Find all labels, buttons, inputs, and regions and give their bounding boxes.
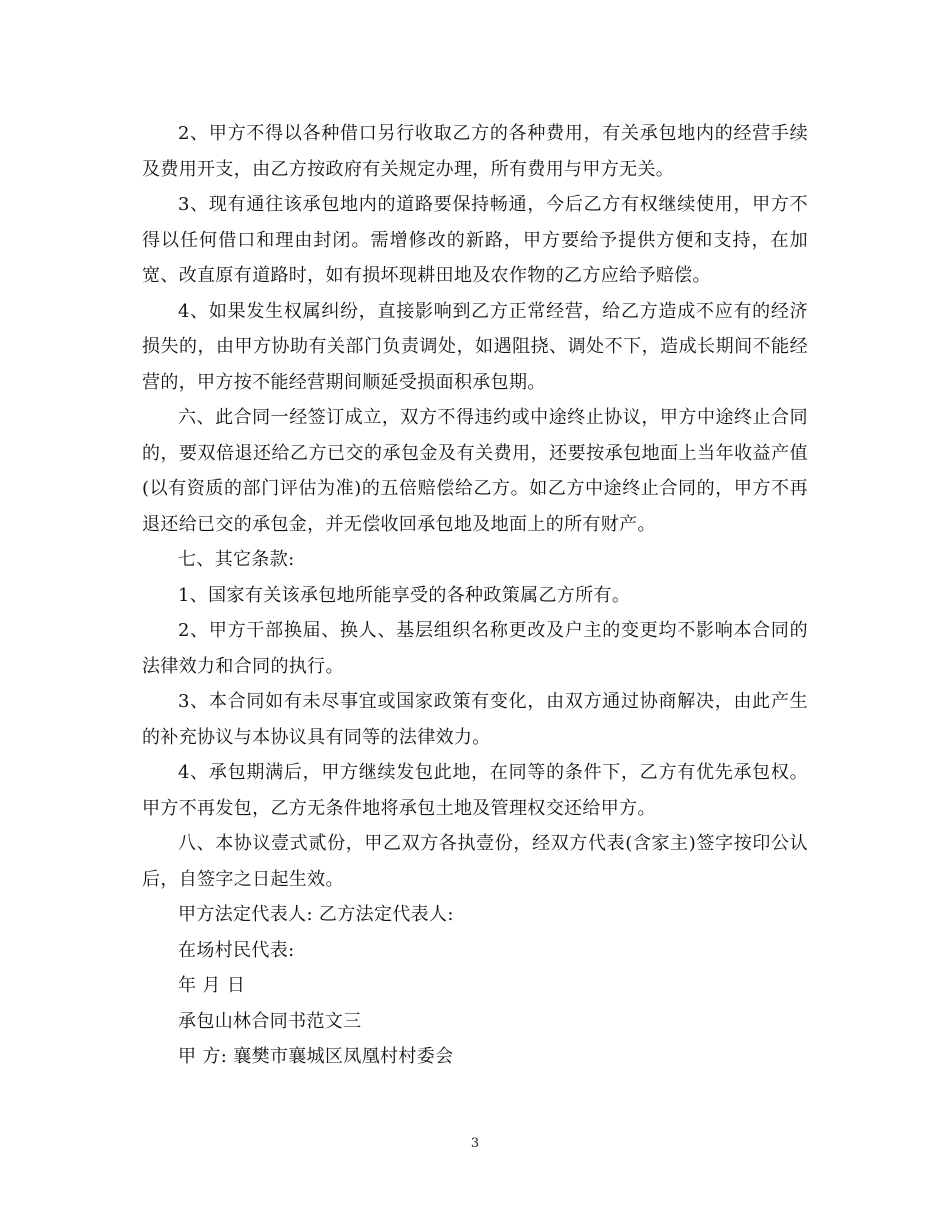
clause-paragraph: 1、国家有关该承包地所能享受的各种政策属乙方所有。	[178, 584, 631, 606]
clause-paragraph: 3、现有通往该承包地内的道路要保持畅通，今后乙方有权继续使用，甲方不得以任何借口和理由封闭。需增修改的新路，甲方要给予提供方便和支持，在加宽、改直原有道路时，如有损坏现耕田地及农作物的乙方应给予赔偿。	[142, 194, 808, 286]
document-body	[142, 116, 808, 1075]
clause-paragraph: 八、本协议壹式贰份，甲乙双方各执壹份，经双方代表(含家主)签字按印公认后，自签字之日起生效。	[142, 833, 808, 890]
party-a-line: 甲 方: 襄樊市襄城区凤凰村村委会	[178, 1046, 454, 1067]
clause-paragraph: 2、甲方干部换届、换人、基层组织名称更改及户主的变更均不影响本合同的法律效力和合同的执行。	[142, 620, 808, 677]
section-heading: 七、其它条款:	[178, 549, 295, 570]
witness-line: 在场村民代表:	[178, 939, 295, 961]
clause-paragraph: 4、承包期满后，甲方继续发包此地，在同等的条件下，乙方有优先承包权。甲方不再发包，乙方无条件地将承包土地及管理权交还给甲方。	[142, 762, 808, 819]
clause-paragraph: 六、此合同一经签订成立，双方不得违约或中途终止协议，甲方中途终止合同的，要双倍退还给乙方已交的承包金及有关费用，还要按承包地面上当年收益产值(以有资质的部门评估为准)的五倍赔偿给乙方。如乙方中途终止合同的，甲方不再退还给已交的承包金，并无偿收回承包地及地面上的所有财产。	[142, 407, 808, 535]
page-number: 3	[470, 1136, 480, 1151]
section-title: 承包山林合同书范文三	[178, 1010, 362, 1032]
signature-line: 甲方法定代表人: 乙方法定代表人:	[178, 904, 454, 925]
clause-paragraph: 2、甲方不得以各种借口另行收取乙方的各种费用，有关承包地内的经营手续及费用开支，由乙方按政府有关规定办理，所有费用与甲方无关。	[142, 123, 808, 180]
clause-paragraph: 4、如果发生权属纠纷，直接影响到乙方正常经营，给乙方造成不应有的经济损失的，由甲方协助有关部门负责调处，如遇阻挠、调处不下，造成长期间不能经营的，甲方按不能经营期间顺延受损面积承包期。	[142, 300, 808, 393]
clause-paragraph: 3、本合同如有未尽事宜或国家政策有变化，由双方通过协商解决，由此产生的补充协议与本协议具有同等的法律效力。	[142, 691, 808, 748]
date-line: 年 月 日	[178, 975, 246, 996]
